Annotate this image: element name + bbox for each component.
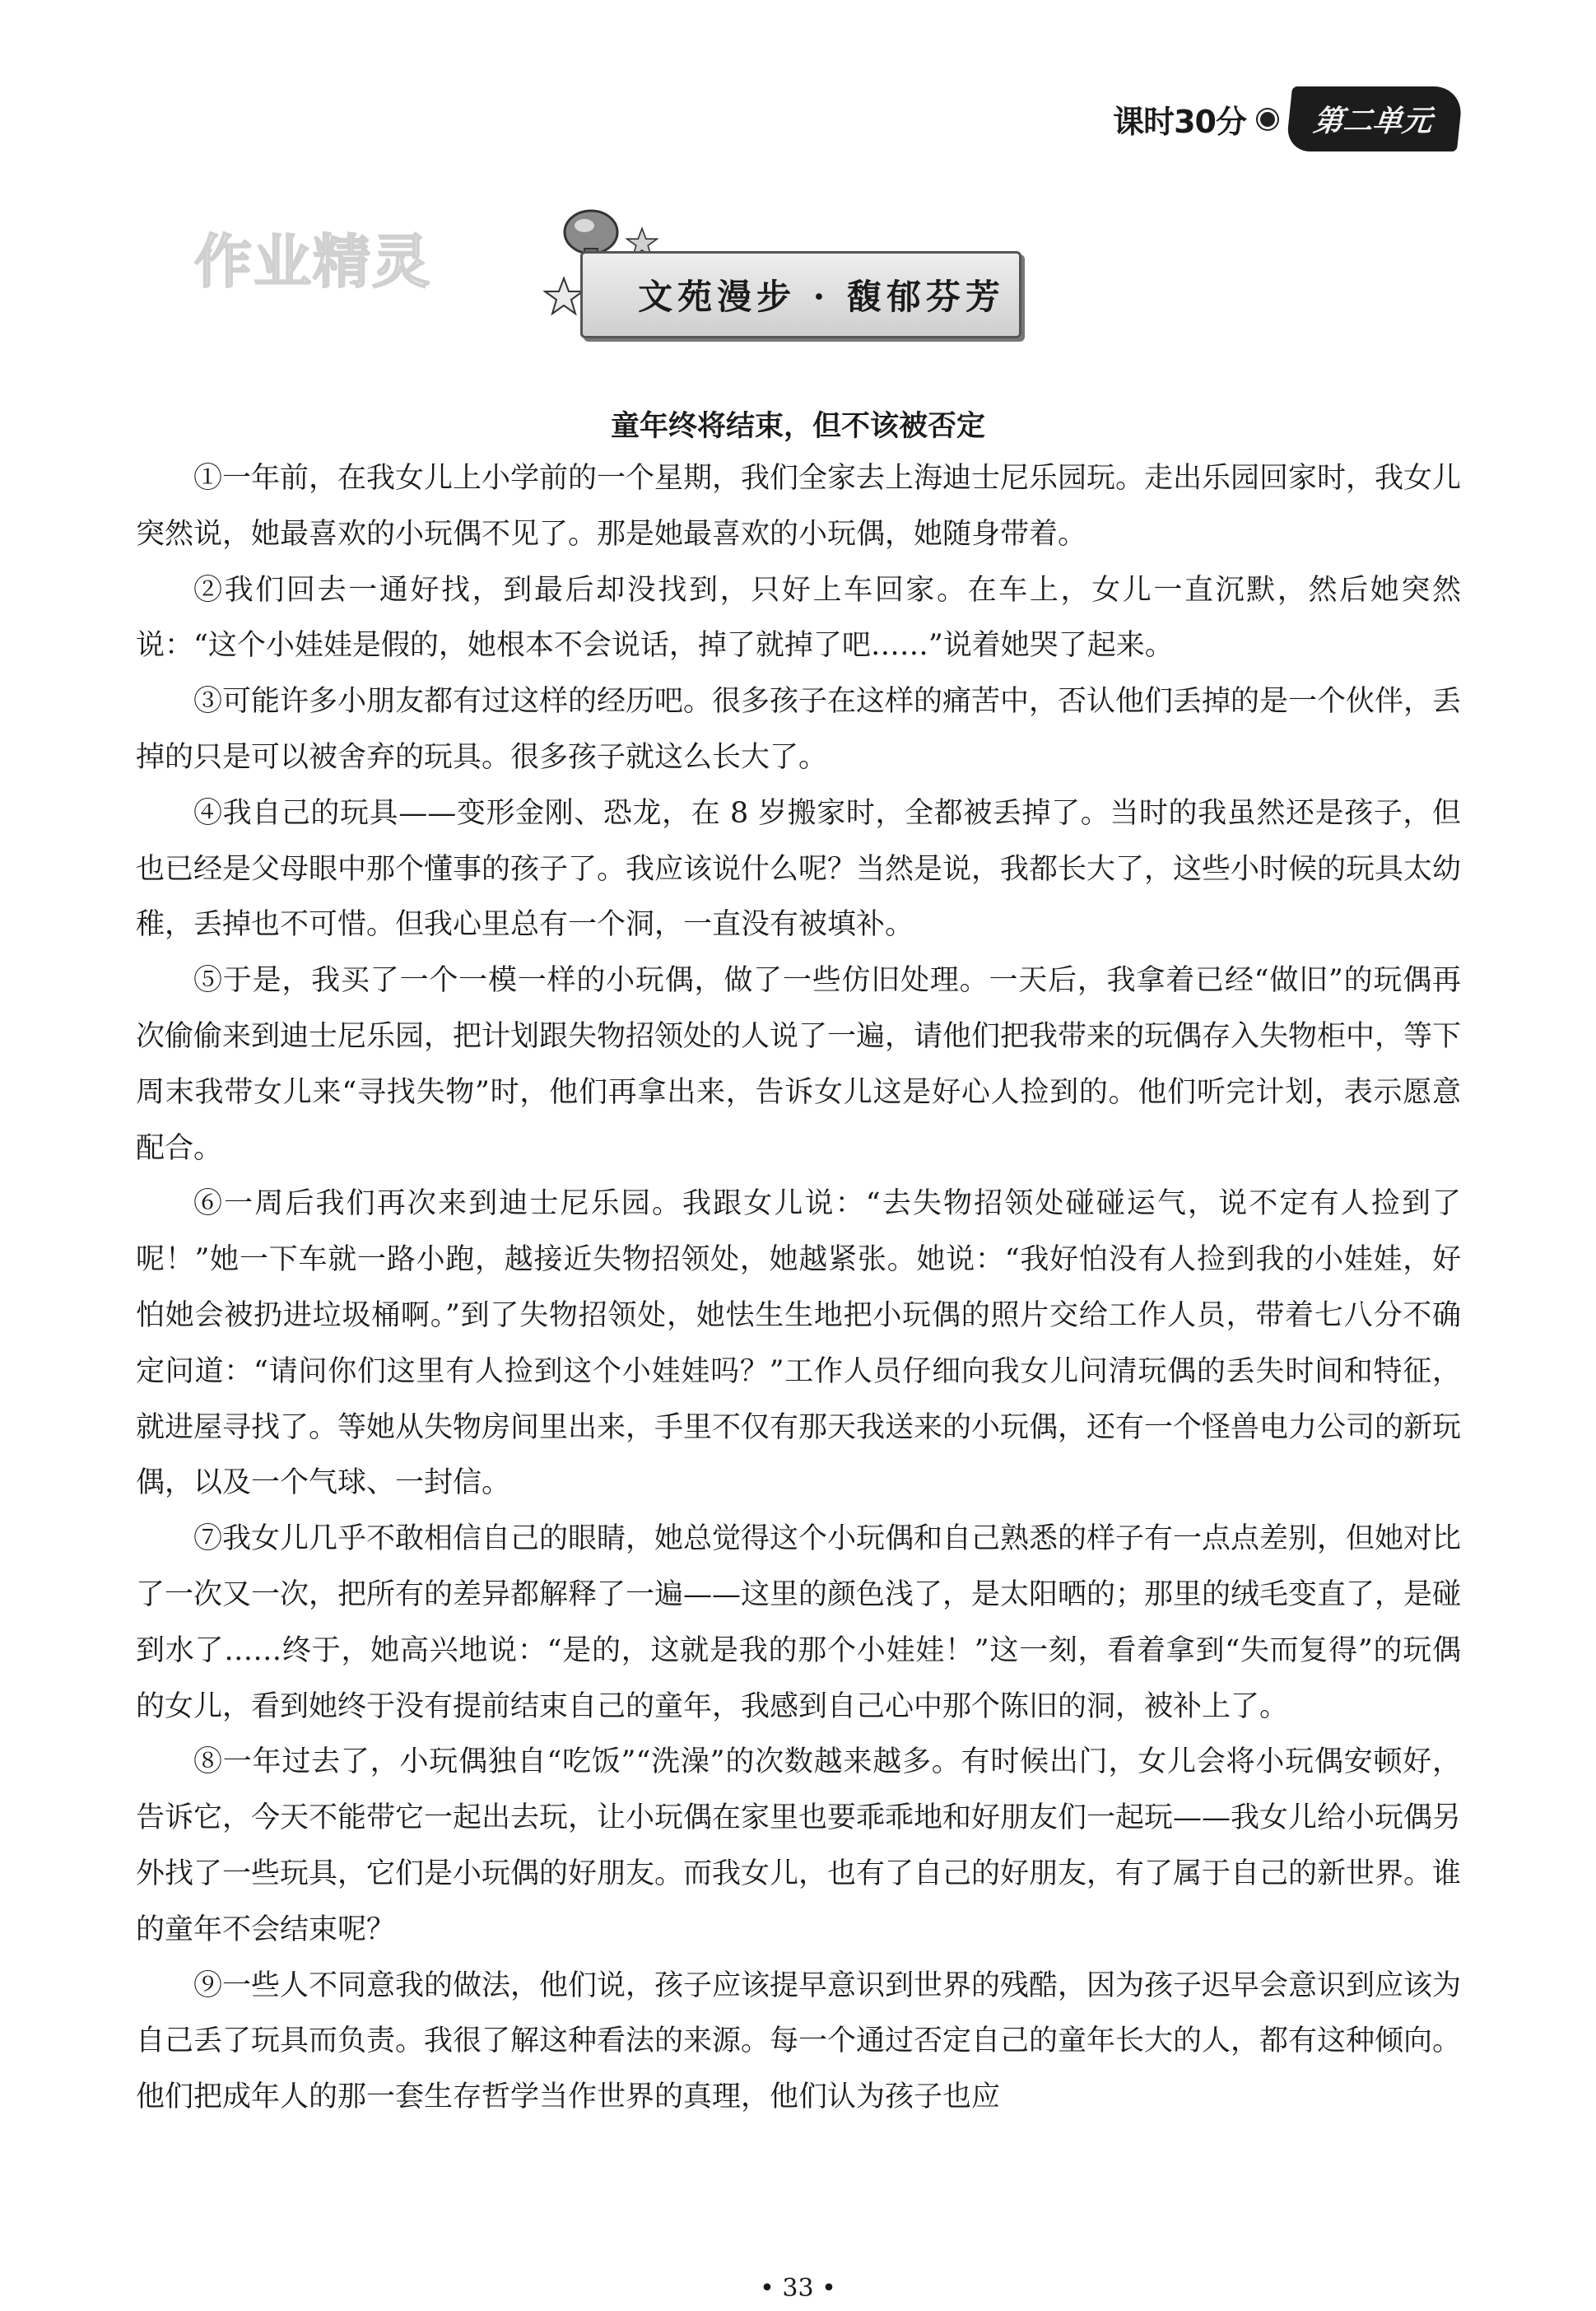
bullet-dot-icon — [1258, 109, 1277, 129]
paragraph: ⑨一些人不同意我的做法，他们说，孩子应该提早意识到世界的残酷，因为孩子迟早会意识到应该为自己丢了玩具而负责。我很了解这种看法的来源。每一个通过否定自己的童年长大的人，都有这种倾向。他们把成年人的那一套生存哲学当作世界的真理，他们认为孩子也应 — [136, 1969, 1462, 2114]
page-number: • 33 • — [760, 2274, 836, 2303]
paragraph: ②我们回去一通好找，到最后却没找到，只好上车回家。在车上，女儿一直沉默，然后她突然说：“这个小娃娃是假的，她根本不会说话，掉了就掉了吧……”说着她哭了起来。 — [136, 573, 1461, 663]
article-body — [136, 451, 1461, 2126]
unit-badge: 第二单元 — [1286, 86, 1463, 151]
paragraph: ④我自己的玩具——变形金刚、恐龙，在 8 岁搬家时，全都被丢掉了。当时的我虽然还是孩子，但也已经是父母眼中那个懂事的孩子了。我应该说什么呢？当然是说，我都长大了，这些小时候的玩具太幼稚，丢掉也不可惜。但我心里总有一个洞，一直没有被填补。 — [136, 796, 1462, 942]
paragraph: ⑦我女儿几乎不敢相信自己的眼睛，她总觉得这个小玩偶和自己熟悉的样子有一点点差别，但她对比了一次又一次，把所有的差异都解释了一遍——这里的颜色浅了，是太阳晒的；那里的绒毛变直了，是碰到水了……终于，她高兴地说：“是的，这就是我的那个小娃娃！”这一刻，看着拿到“失而复得”的玩偶的女儿，看到她终于没有提前结束自己的童年，我感到自己心中那个陈旧的洞，被补上了。 — [136, 1522, 1462, 1723]
paragraph: ③可能许多小朋友都有过这样的经历吧。很多孩子在这样的痛苦中，否认他们丢掉的是一个伙伴，丢掉的只是可以被舍弃的玩具。很多孩子就这么长大了。 — [136, 685, 1462, 774]
section-banner — [535, 189, 1021, 346]
paragraph: ⑤于是，我买了一个一模一样的小玩偶，做了一些仿旧处理。一天后，我拿着已经“做旧”的玩偶再次偷偷来到迪士尼乐园，把计划跟失物招领处的人说了一遍，请他们把我带来的玩偶存入失物柜中，等下周末我带女儿来“寻找失物”时，他们再拿出来，告诉女儿这是好心人捡到的。他们听完计划，表示愿意配合。 — [136, 964, 1462, 1165]
banner-box — [580, 251, 1021, 338]
watermark: 作业精灵 — [194, 228, 431, 296]
paragraph: ①一年前，在我女儿上小学前的一个星期，我们全家去上海迪士尼乐园玩。走出乐园回家时，我女儿突然说，她最喜欢的小玩偶不见了。那是她最喜欢的小玩偶，她随身带着。 — [136, 462, 1462, 551]
page-header — [1113, 86, 1460, 151]
lesson-time-label: 课时30分 — [1113, 104, 1246, 140]
section-title: 文苑漫步 · 馥郁芬芳 — [638, 277, 1005, 317]
article-title: 童年终将结束，但不该被否定 — [610, 410, 985, 443]
paragraph: ⑧一年过去了，小玩偶独自“吃饭”“洗澡”的次数越来越多。有时候出门，女儿会将小玩偶安顿好，告诉它，今天不能带它一起出去玩，让小玩偶在家里也要乖乖地和好朋友们一起玩——我女儿给小玩偶另外找了一些玩具，它们是小玩偶的好朋友。而我女儿，也有了自己的好朋友，有了属于自己的新世界。谁的童年不会结束呢？ — [136, 1745, 1462, 1946]
paragraph: ⑥一周后我们再次来到迪士尼乐园。我跟女儿说：“去失物招领处碰碰运气，说不定有人捡到了呢！”她一下车就一路小跑，越接近失物招领处，她越紧张。她说：“我好怕没有人捡到我的小娃娃，好怕她会被扔进垃圾桶啊。”到了失物招领处，她怯生生地把小玩偶的照片交给工作人员，带着七八分不确定问道：“请问你们这里有人捡到这个小娃娃吗？”工作人员仔细向我女儿问清玩偶的丢失时间和特征，就进屋寻找了。等她从失物房间里出来，手里不仅有那天我送来的小玩偶，还有一个怪兽电力公司的新玩偶，以及一个气球、一封信。 — [136, 1187, 1462, 1500]
star-icon — [543, 276, 584, 317]
